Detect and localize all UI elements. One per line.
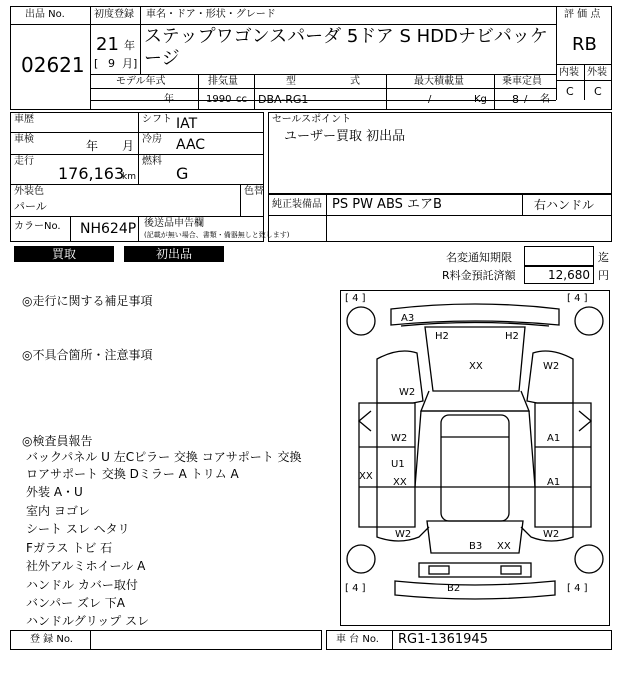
car-name-label: 車名・ドア・形状・グレード xyxy=(146,9,276,20)
interior-score: C xyxy=(566,85,574,98)
remark-line: Fガラス トビ 石 xyxy=(26,541,113,555)
interior-label: 内装 xyxy=(559,67,579,78)
first-reg-month-unit: 月] xyxy=(122,57,138,70)
mileage-value: 176,163 xyxy=(58,164,125,183)
mark-h2-right: H2 xyxy=(505,331,519,342)
exterior-score: C xyxy=(594,85,602,98)
docs-label: 後送品申告欄 xyxy=(144,218,204,229)
color-change-label: 色替 xyxy=(244,186,264,197)
color-no-value: NH624P xyxy=(80,221,137,237)
sales-point-value: ユーザー買取 初出品 xyxy=(284,129,406,144)
remark-line: 社外アルミホイール A xyxy=(26,559,146,573)
remark-line: シート スレ ヘタリ xyxy=(26,522,130,536)
mileage-label: 走行 xyxy=(14,156,34,167)
shift-label: シフト xyxy=(142,114,172,125)
badge-buy: 買取 xyxy=(14,246,114,262)
header-frame xyxy=(10,6,612,110)
remark-line: 室内 ヨゴレ xyxy=(26,504,90,518)
mark-b2: B2 xyxy=(447,583,461,594)
mark-xx-left: XX xyxy=(359,471,373,482)
car-name: ステップワゴンスパーダ 5ドア S HDDナビパッケ xyxy=(144,26,548,47)
mark-xx-rear: XX xyxy=(497,541,511,552)
docs-extra-frame xyxy=(268,216,612,242)
max-load-label: 最大積載量 xyxy=(414,76,464,87)
notice-box xyxy=(524,246,594,266)
mark-b3: B3 xyxy=(469,541,483,552)
exterior-label: 外装 xyxy=(587,67,607,78)
inspection-label: 車検 xyxy=(14,134,34,145)
capacity-label: 乗車定員 xyxy=(502,76,542,87)
ac-label: 冷房 xyxy=(142,134,162,145)
tire-tr: [ 4 ] xyxy=(567,293,588,304)
mark-a1-right-1: A1 xyxy=(547,433,561,444)
remark-line: 外装 A・U xyxy=(26,485,83,499)
displacement-label: 排気量 xyxy=(208,76,238,87)
mark-w2-left: W2 xyxy=(391,433,408,444)
mark-w2-fr: W2 xyxy=(543,361,560,372)
capacity-sep: / xyxy=(524,94,528,105)
equipment-value: PS PW ABS エアB xyxy=(332,197,442,212)
exterior-color-value: パール xyxy=(14,200,47,213)
remark-line: ロアサポート 交換 Dミラー A トリム A xyxy=(26,467,239,481)
inspection-year-unit: 年 xyxy=(86,139,99,153)
model-code: DBA-RG1 xyxy=(258,93,309,106)
inspection-month-unit: 月 xyxy=(122,139,135,153)
first-reg-label: 初度登録 xyxy=(94,9,134,20)
handle-value: 右ハンドル xyxy=(534,198,595,212)
lot-label: 出品 No. xyxy=(25,9,65,20)
equipment-label: 純正装備品 xyxy=(272,199,322,210)
first-reg-year: 21 xyxy=(96,34,119,55)
ac-value: AAC xyxy=(176,137,206,153)
tire-br: [ 4 ] xyxy=(567,583,588,594)
max-load-sep: / xyxy=(428,94,432,105)
recycle-label: R料金預託済額 xyxy=(442,269,516,282)
recycle-value: 12,680 xyxy=(548,268,590,282)
mark-h2-left: H2 xyxy=(435,331,449,342)
notice-unit: 迄 xyxy=(598,251,609,264)
mark-w2-rr: W2 xyxy=(543,529,560,540)
fuel-label: 燃料 xyxy=(142,156,162,167)
badge-first: 初出品 xyxy=(124,246,224,262)
mark-u1: U1 xyxy=(391,459,405,470)
first-reg-month: 9 xyxy=(108,57,115,70)
car-name-cont: ージ xyxy=(144,48,180,69)
model-year-label: モデル年式 xyxy=(116,76,166,87)
capacity-value: 8 xyxy=(512,93,519,106)
docs-note: (記載が無い場合、書類・備器無しと致します) xyxy=(144,231,290,239)
mileage-unit: km xyxy=(122,172,136,182)
color-no-label: カラーNo. xyxy=(14,221,61,232)
mark-w2-rl: W2 xyxy=(395,529,412,540)
recycle-unit: 円 xyxy=(598,269,609,282)
car-diagram xyxy=(340,290,610,626)
car-outline xyxy=(341,291,609,625)
displacement-unit: cc xyxy=(236,94,247,105)
remark-line: ハンドル カバー取付 xyxy=(26,578,138,592)
type-label-2: 式 xyxy=(350,76,360,87)
exterior-color-label: 外装色 xyxy=(14,186,44,197)
type-label: 型 xyxy=(286,76,296,87)
remark-line: バックパネル U 左Cピラー 交換 コアサポート 交換 xyxy=(26,450,302,464)
capacity-unit: 名 xyxy=(540,94,550,105)
sales-point-label: セールスポイント xyxy=(272,114,352,125)
score-label: 評 価 点 xyxy=(564,9,601,20)
shift-value: IAT xyxy=(176,116,198,132)
displacement-value: 1990 xyxy=(206,94,232,105)
notice-label: 名変通知期限 xyxy=(446,251,512,264)
tire-tl: [ 4 ] xyxy=(345,293,366,304)
history-label: 車歴 xyxy=(14,114,34,125)
chassis-value: RG1-1361945 xyxy=(398,632,488,647)
month-bracket-open: [ xyxy=(94,57,99,70)
chassis-label: 車 台 No. xyxy=(336,634,379,645)
remark-line: ハンドルグリップ スレ xyxy=(26,614,150,628)
mark-xx-mid: XX xyxy=(393,477,407,488)
model-year-unit: 年 xyxy=(164,94,174,105)
max-load-unit: Kg xyxy=(474,94,487,105)
remark-line: バンパー ズレ 下A xyxy=(26,596,125,610)
defect-title: ◎不具合箇所・注意事項 xyxy=(22,348,153,362)
score-value: RB xyxy=(572,34,597,55)
mark-w2-fl: W2 xyxy=(399,387,416,398)
running-title: ◎走行に関する補足事項 xyxy=(22,294,153,308)
first-reg-year-unit: 年 xyxy=(124,39,135,52)
tire-bl: [ 4 ] xyxy=(345,583,366,594)
mark-a3: A3 xyxy=(401,313,415,324)
reg-label: 登 録 No. xyxy=(30,634,73,645)
lot-number: 02621 xyxy=(21,53,85,77)
fuel-value: G xyxy=(176,164,189,183)
mark-xx-hood: XX xyxy=(469,361,483,372)
inspector-title: ◎検査員報告 xyxy=(22,434,93,448)
mark-a1-right-2: A1 xyxy=(547,477,561,488)
